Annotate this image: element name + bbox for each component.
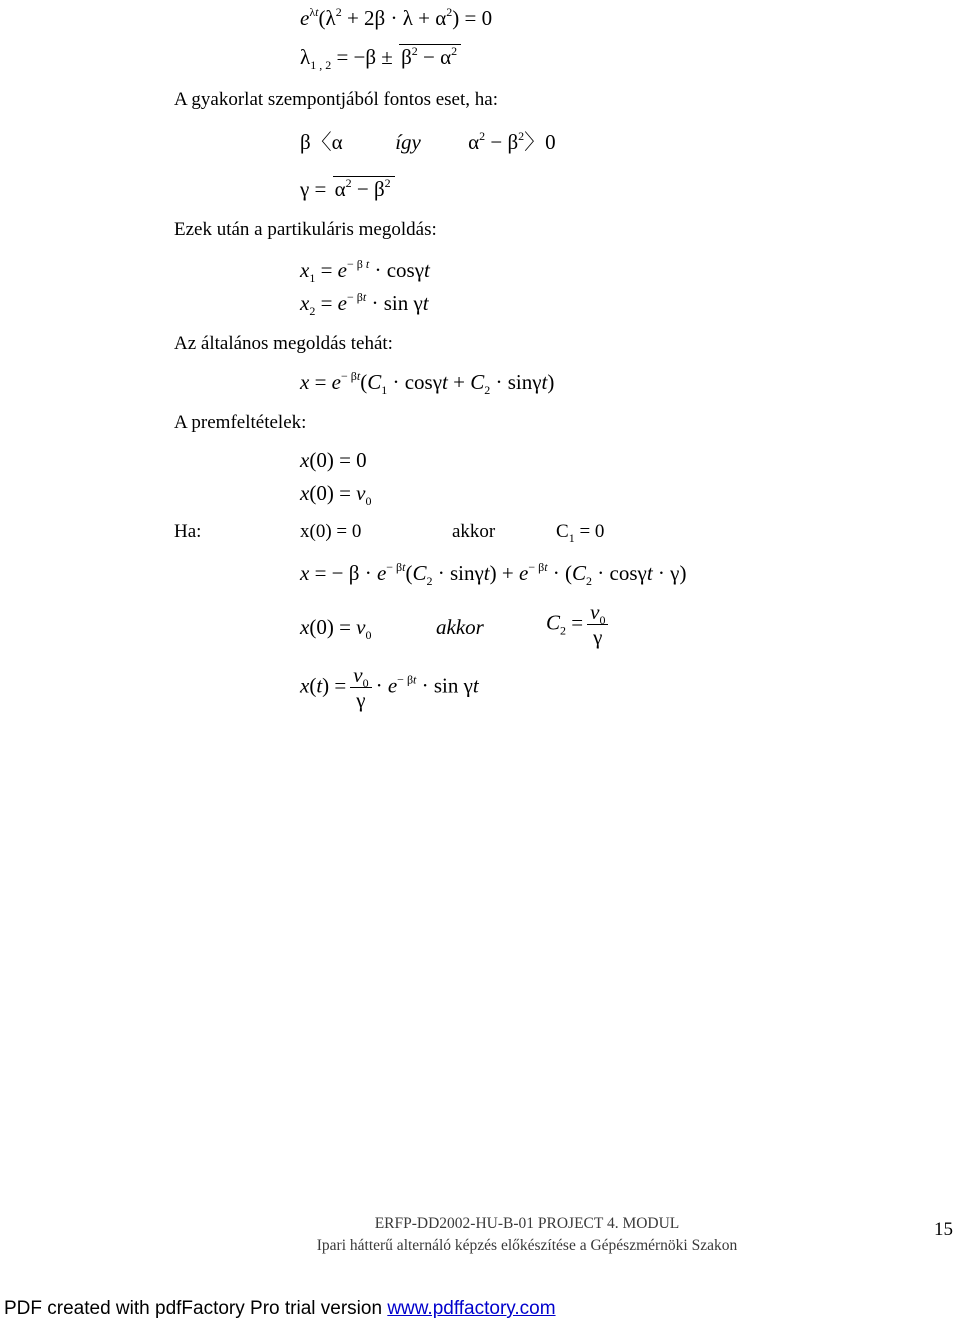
particular-solution-text: Ezek után a partikuláris megoldás: bbox=[174, 219, 437, 240]
igy-word: így bbox=[395, 130, 421, 154]
pdffactory-link[interactable]: www.pdffactory.com bbox=[387, 1298, 556, 1319]
final-solution-equation: x(t) = $\frac{v_0}{\gamma}$ · $e^{- \beta t} \cdot \sin \gamma t$ bbox=[300, 663, 479, 713]
general-equation: $x = e^{- \beta t}(C_1 \cdot \cos\gamma t + C_2 \cdot \sin\gamma t)$ bbox=[300, 369, 555, 397]
derivative-equation: x = − $\beta \cdot e^{- \beta t}(C_2 \cdot \sin\gamma t) + e^{- \beta t} \cdot (C_2 \cdot \cos\gamma t \cdot \gamma)$ bbox=[300, 560, 687, 588]
footer-project-line: ERFP-DD2002-HU-B-01 PROJECT 4. MODUL bbox=[374, 1215, 680, 1232]
page-number: 15 bbox=[934, 1219, 953, 1240]
footer-subtitle-line: Ipari hátterű alternáló képzés előkészítése a Gépészmérnöki Szakon bbox=[316, 1237, 738, 1254]
init-condition-2-again: $x(0) = v_0$ bbox=[300, 615, 372, 642]
roots-equation: $\lambda_{1 , 2} = -\beta \pm \beta^2 - \alpha^2$ bbox=[300, 44, 461, 70]
x1-equation: $x_1 = e^{- \beta t} \cdot \cos\gamma t$ bbox=[300, 257, 430, 285]
c1-result: $C_1 = 0$ bbox=[556, 521, 605, 545]
ha-condition: x(0) = 0 bbox=[300, 521, 362, 542]
premises-text: A premfeltételek: bbox=[174, 412, 307, 433]
c2-equation: $C_2$ = $\frac{v_0}{\gamma}$ bbox=[546, 600, 612, 649]
akkor-word-1: akkor bbox=[452, 521, 496, 542]
gamma-definition: $\gamma = \alpha^2 - \beta^2$ bbox=[300, 176, 395, 202]
init-condition-1: x(0) = 0 bbox=[300, 448, 367, 472]
practical-case-text: A gyakorlat szempontjából fontos eset, ha: bbox=[174, 89, 498, 110]
condition-equation: β〈α így $\alpha^2 - \beta^2$〉0 bbox=[300, 129, 556, 154]
pdf-creator-notice: PDF created with pdfFactory Pro trial version www.pdffactory.com bbox=[4, 1298, 556, 1319]
ha-label: Ha: bbox=[174, 521, 202, 542]
general-solution-text: Az általános megoldás tehát: bbox=[174, 333, 393, 354]
characteristic-equation: $e^{\lambda t}(\lambda^2 + 2\beta \cdot \lambda + \alpha^2) = 0$ bbox=[300, 5, 493, 30]
x2-equation: $x_2 = e^{- \beta t} \cdot \sin \gamma t$ bbox=[300, 290, 429, 318]
akkor-word-2: akkor bbox=[436, 615, 484, 639]
init-condition-2: $x(0) = v_0$ bbox=[300, 481, 372, 508]
